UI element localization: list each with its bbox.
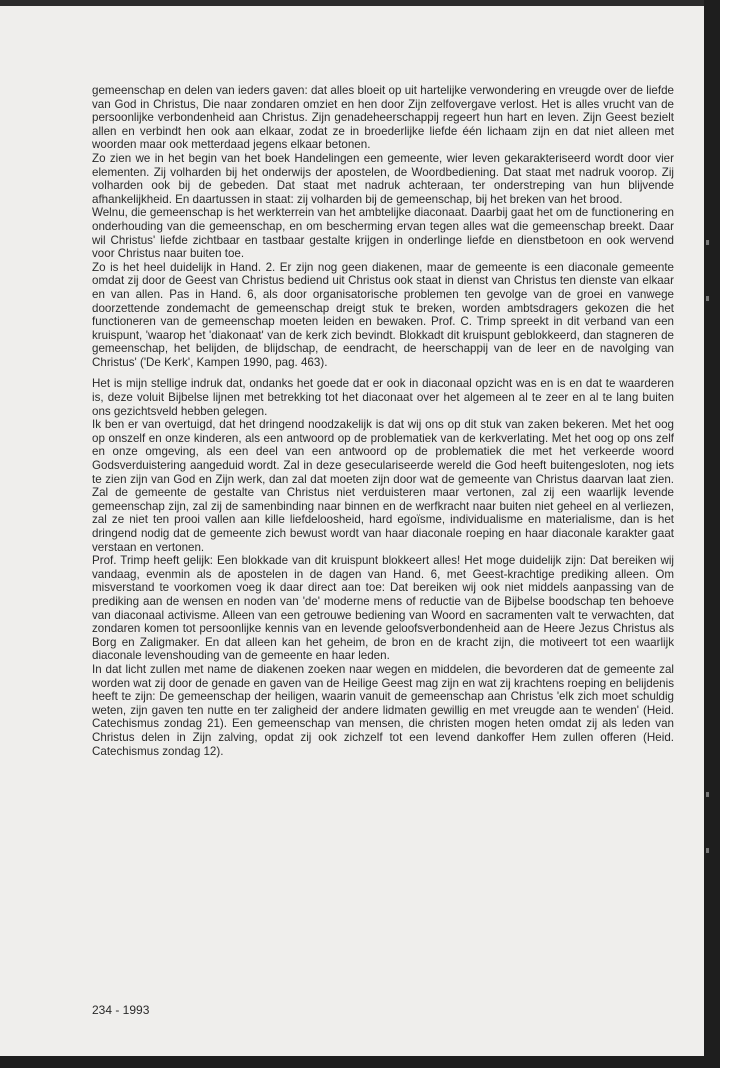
scan-margin-right [720,0,738,1068]
paragraph-1: gemeenschap en delen van ieders gaven: dat alles bloeit op uit hartelijke verwondering en vreugde over de liefde van God in Christus, Die naar zondaren omziet en hen door Zijn zelfovergave verlost. Het is alles vrucht van de persoonlijke verbondenheid aan Christus. Zijn genadeheerschappij regeert hun hart en leven. Zijn Geest bezielt allen en verbindt hen ook aan elkaar, zodat ze in broederlijke liefde één lichaam zijn en dat niet alleen met woorden maar ook metterdaad jegens elkaar betonen. [92,84,674,152]
paragraph-3: Welnu, die gemeenschap is het werkterrein van het ambtelijke diaconaat. Daarbij gaat het om de functionering en onderhouding van die gemeenschap, en om bescherming ervan tegen alles wat die gemeenschap breekt. Daar wil Christus' liefde zichtbaar en tastbaar gestalte krijgen in onderlinge liefde en dienstbetoon en ook wervend voor Christus naar buiten toe. [92,206,674,261]
scan-speck [706,792,709,797]
scan-edge-top [0,0,720,6]
paragraph-4: Zo is het heel duidelijk in Hand. 2. Er zijn nog geen diakenen, maar de gemeente is een diaconale gemeente omdat zij door de Geest van Christus bediend uit Christus ook staat in dienst van Christus ten dienste van elkaar en van allen. Pas in Hand. 6, als door organisatorische problemen ten gevolge van de groei en vanwege doorzettende zondemacht de gemeenschap dreigt stuk te breken, worden ambtsdragers gekozen die het functioneren van de gemeenschap moeten leiden en bewaken. Prof. C. Trimp spreekt in dit verband van een kruispunt, 'waarop het 'diakonaat' van de kerk zich bevindt. Blokkadt dit kruispunt geblokkeerd, dan stagneren de gemeenschap, het belijden, de blijdschap, de eendracht, de heerschappij van de leer en de navolging van Christus' ('De Kerk', Kampen 1990, pag. 463). [92,260,674,369]
article-body [92,84,674,758]
paragraph-8: In dat licht zullen met name de diakenen zoeken naar wegen en middelen, die bevorderen dat de gemeente zal worden wat zij door de genade en gaven van de Heilige Geest mag zijn en wat zij krachtens roeping en belijdenis heeft te zijn: De gemeenschap der heiligen, waarin vanuit de gemeenschap aan Christus 'elk zich moet schuldig weten, zijn gaven ten nutte en ter zaligheid der andere lidmaten gewillig en met vreugde aan te wenden' (Heid. Catechismus zondag 21). Een gemeenschap van mensen, die christen mogen heten omdat zij als leden van Christus delen in Zijn zalving, opdat zij ook zichzelf tot een levend dankoffer Hem zullen offeren (Heid. Catechismus zondag 12). [92,662,674,758]
page-footer: 234 - 1993 [92,1003,150,1017]
paragraph-6: Ik ben er van overtuigd, dat het dringend noodzakelijk is dat wij ons op dit stuk van zaken bekeren. Met het oog op onszelf en onze kinderen, als een antwoord op de problematiek van de kerkverlating. Met het oog op ons zelf en onze omgeving, als een deel van een antwoord op de problematiek die met het verkeerde woord Godsverduistering aangeduid wordt. Zal in deze geseculariseerde wereld die God heeft buitengesloten, nog iets te zien zijn van God en Zijn werk, dan zal dat moeten zijn door wat de gemeente van Christus daarvan laat zien. Zal de gemeente de gestalte van Christus niet verduisteren maar vertonen, zal zij een waarlijk levende gemeenschap zijn, zal zij de samenbinding naar binnen en de werfkracht naar buiten niet geheel en al verliezen, zal ze niet ten prooi vallen aan kille liefdeloosheid, hard egoïsme, individualisme en materialisme, dan is het dringend nodig dat de gemeente zich bewust wordt van haar diaconale roeping en haar diaconale karakter gaat verstaan en vertonen. [92,418,674,554]
scan-edge-bottom [0,1056,720,1068]
paragraph-7: Prof. Trimp heeft gelijk: Een blokkade van dit kruispunt blokkeert alles! Het moge duidelijk zijn: Dat bereiken wij vandaag, evenmin als de apostelen in de dagen van Hand. 6, met Geest-krachtige prediking alleen. Om misverstand te voorkomen voeg ik daar direct aan toe: Dat bereiken wij ook niet middels aanpassing van de prediking aan de wensen en noden van 'de' moderne mens of reductie van de Bijbelse boodschap ten behoeve van diaconaal activisme. Alleen van een getrouwe bediening van Woord en sacramenten valt te verwachten, dat zondaren komen tot persoonlijke kennis van en levende geloofsverbondenheid aan de Heere Jezus Christus als Borg en Zaligmaker. En dat alleen kan het geheim, de bron en de kracht zijn, die motiveert tot een waarlijk diaconale levenshouding van de gemeente en haar leden. [92,554,674,663]
paragraph-5: Het is mijn stellige indruk dat, ondanks het goede dat er ook in diaconaal opzicht was en is en dat te waarderen is, deze voluit Bijbelse lijnen met betrekking tot het diaconaat over het algemeen al te zeer en al te lang buiten ons gezichtsveld hebben gelegen. [92,377,674,418]
scan-edge-right [704,0,720,1068]
scan-speck [706,240,709,245]
paragraph-2: Zo zien we in het begin van het boek Handelingen een gemeente, wier leven gekarakteriseerd wordt door vier elementen. Zij volharden bij het onderwijs der apostelen, de Woordbediening. Dat staat met nadruk voorop. Zij volharden ook bij de gebeden. Dat staat met nadruk achteraan, ter onderstreping van hun blijvende afhankelijkheid. En daartussen in staat: zij volharden bij de gemeenschap, bij het breken van het brood. [92,151,674,206]
scan-speck [706,296,709,301]
scan-speck [706,848,709,853]
